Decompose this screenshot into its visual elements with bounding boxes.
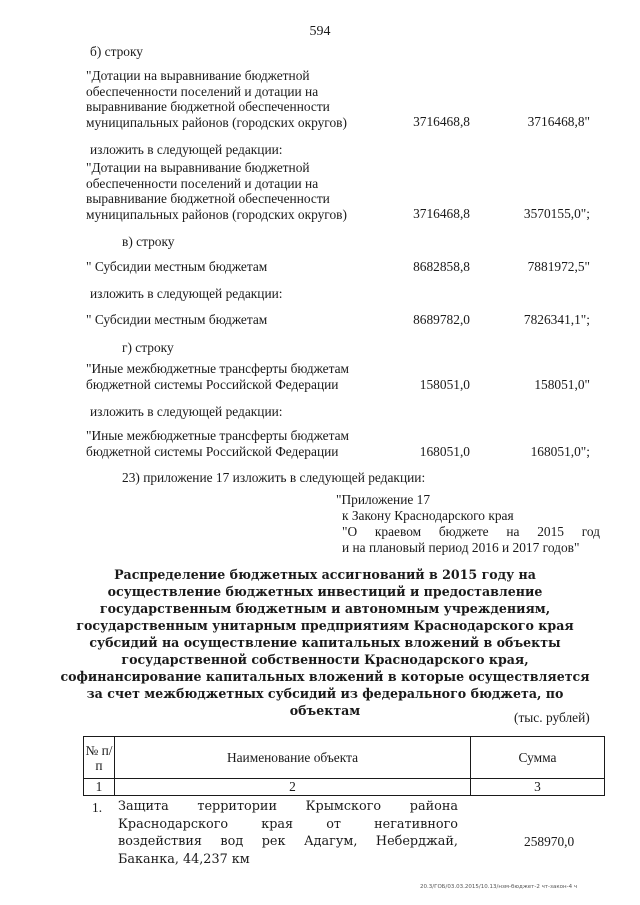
section-b-new-value-2: 3570155,0"; [523, 206, 590, 221]
item-23-text: 23) приложение 17 изложить в следующей редакции: [122, 470, 426, 485]
section-g-new-value-2: 168051,0"; [530, 444, 590, 459]
section-g-new-value-1: 168051,0 [419, 444, 470, 459]
units-label: (тыс. рублей) [514, 710, 590, 725]
section-b-old-text: "Дотации на выравнивание бюджетной обеспеченности поселений и дотации на выравнивание бюджетной обеспеченности муниципальных районов (городских округов) [86, 68, 347, 130]
section-g-old-text: "Иные межбюджетные трансферты бюджетам бюджетной системы Российской Федерации [86, 361, 350, 392]
footer-file-tag: 20.3/ГОБ/03.03.2015/10.13/нзм-бюджет-2 чт-закон-4 ч [420, 884, 578, 890]
index-cell-3: 3 [471, 779, 605, 796]
table-row-1-sum: 258970,0 [524, 834, 575, 849]
appendix-line-4: и на плановый период 2016 и 2017 годов" [342, 540, 580, 555]
section-g-change-label: изложить в следующей редакции: [90, 404, 283, 419]
page-number: 594 [309, 24, 331, 39]
section-v-label: в) строку [122, 234, 175, 249]
section-b-old-value-2: 3716468,8" [527, 114, 590, 129]
section-v-new-value-2: 7826341,1"; [523, 312, 590, 327]
table-index-row [84, 779, 605, 796]
section-b-old-value-1: 3716468,8 [413, 114, 470, 129]
section-v-old-value-2: 7881972,5" [527, 259, 590, 274]
appendix-line-1: "Приложение 17 [336, 492, 431, 507]
appendix-line-2: к Закону Краснодарского края [342, 508, 514, 523]
section-b-new-text: "Дотации на выравнивание бюджетной обеспеченности поселений и дотации на выравнивание бюджетной обеспеченности муниципальных районов (городских округов) [86, 160, 347, 222]
section-v-old-text: " Субсидии местным бюджетам [86, 259, 268, 274]
section-g-old-value-2: 158051,0" [534, 377, 590, 392]
table-row-1-num: 1. [92, 800, 103, 815]
header-name: Наименование объекта [115, 737, 471, 779]
section-g-new-text: "Иные межбюджетные трансферты бюджетам бюджетной системы Российской Федерации [86, 428, 350, 459]
section-b-label: б) строку [90, 44, 143, 59]
header-num: № п/п [84, 737, 115, 779]
section-g-label: г) строку [122, 340, 174, 355]
section-b-new-value-1: 3716468,8 [413, 206, 470, 221]
document-heading: Распределение бюджетных ассигнований в 2015 году на осуществление бюджетных инвестиций и предоставление государственным бюджетным и автономным учреждениям, государственным унитарным предприятиям Краснодарского края субсидий на осуществление капитальных вложений в объекты государственной собственности Краснодарского края, софинансирование капитальных вложений в которые осуществляется за счет межбюджетных субсидий из федерального бюджета, по объектам [60, 567, 590, 718]
index-cell-2: 2 [115, 779, 471, 796]
section-b-change-label: изложить в следующей редакции: [90, 142, 283, 157]
section-v-new-text: " Субсидии местным бюджетам [86, 312, 268, 327]
section-g-old-value-1: 158051,0 [419, 377, 470, 392]
header-sum: Сумма [471, 737, 605, 779]
appendix-line-3: "О краевом бюджете на 2015 год [342, 524, 600, 539]
section-v-new-value-1: 8689782,0 [413, 312, 470, 327]
table-row-1-name: Защита территории Крымского района Краснодарского края от негативного воздействия вод рек Адагум, Неберджай, Баканка, 44,237 км [118, 799, 458, 867]
section-v-old-value-1: 8682858,8 [413, 259, 470, 274]
index-cell-1: 1 [84, 779, 115, 796]
section-v-change-label: изложить в следующей редакции: [90, 286, 283, 301]
objects-table [83, 736, 605, 796]
table-header-row [84, 737, 605, 779]
